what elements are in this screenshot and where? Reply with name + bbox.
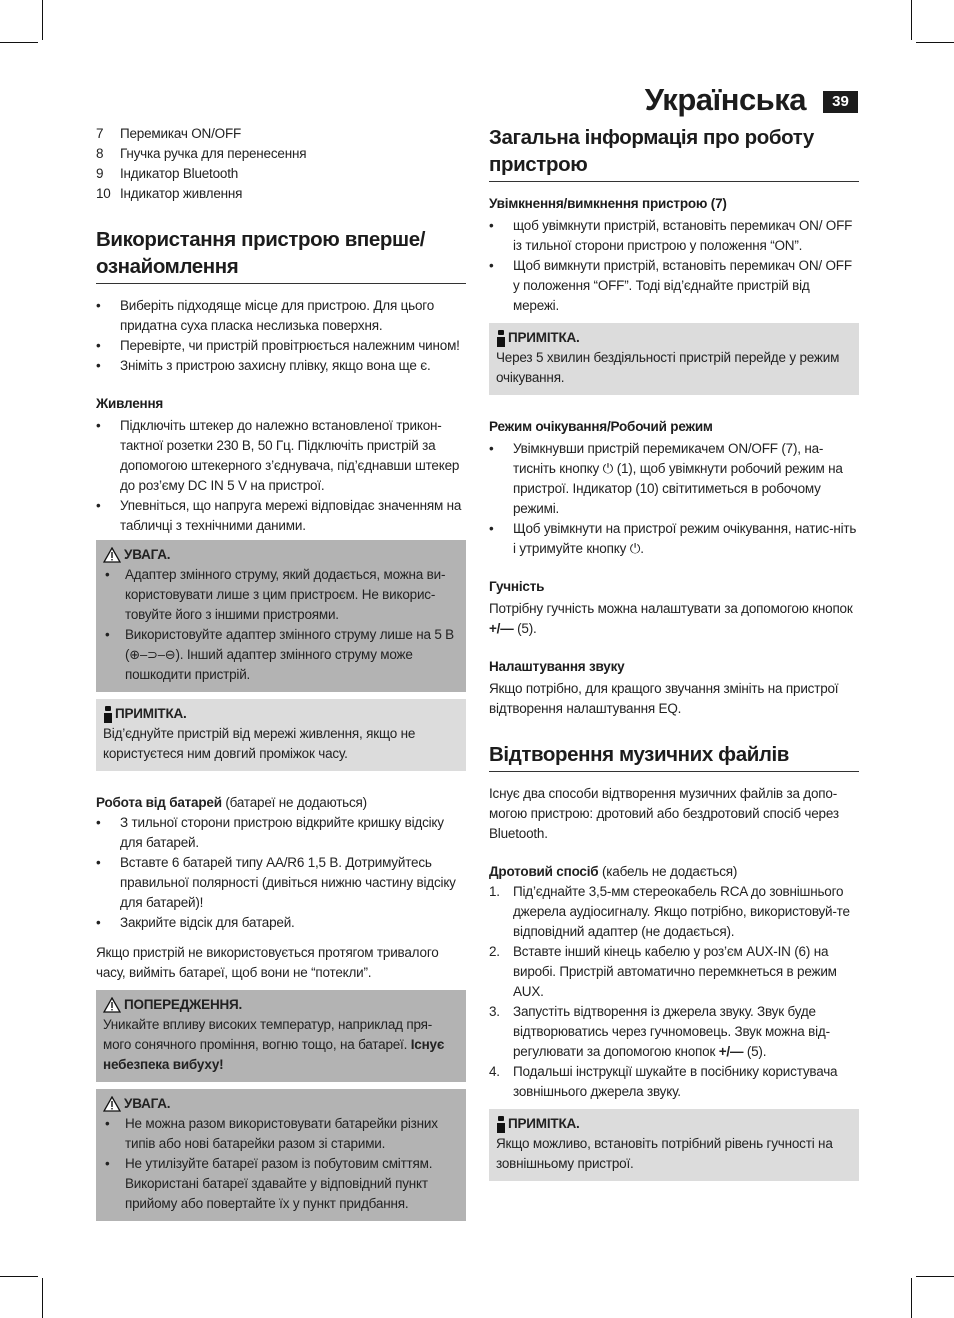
list-item: • Увімкнувши пристрій перемикачем ON/OFF (7), на-тисніть кнопку ⏻ (1), щоб увімкнути робочий режим на пристрої. Індикатор (10) світитиметься в робочому режимі.	[489, 439, 859, 519]
power-icon: ⏻	[602, 461, 614, 476]
note-text: Якщо можливо, встановіть потрібний рівень гучності на зовнішньому пристрої.	[496, 1136, 833, 1171]
list-item: 3. Запустіть відтворення із джерела звуку. Звук буде відтворюватись через гучномовець. Звук можна від-регулювати за допомогою кнопок +/— (5).	[489, 1004, 830, 1059]
warning-box	[96, 990, 466, 1082]
list-item: • Щоб вимкнути пристрій, встановіть перемикач ON/ OFF у положення “OFF”. Тоді від’єднайте пристрій від мережі.	[489, 256, 859, 316]
crop-mark	[42, 0, 43, 40]
first-use-list	[96, 296, 466, 376]
crop-mark	[911, 0, 912, 40]
volume-heading: Гучність	[489, 579, 545, 594]
plus-minus-icon: +/—	[718, 1044, 744, 1059]
crop-mark	[911, 1278, 912, 1318]
caution-box	[96, 540, 466, 692]
sound-text: Якщо потрібно, для кращого звучання змініть на пристрої відтворення налаштування EQ.	[489, 681, 839, 716]
list-item: 1. Під’єднайте 3,5-мм стереокабель RCA до зовнішнього джерела аудіосигналу. Якщо потрібно, використовуй-те відповідний адаптер (не додається).	[489, 884, 850, 939]
info-icon	[496, 1116, 505, 1133]
list-item: • щоб увімкнути пристрій, встановіть перемикач ON/ OFF із тильної сторони пристрою у положення “ON”.	[489, 216, 859, 256]
page-number: 39	[823, 91, 858, 113]
volume-text: Потрібну гучність можна налаштувати за допомогою кнопок +/— (5).	[489, 601, 853, 636]
wired-heading: Дротовий спосіб (кабель не додається)	[489, 864, 738, 879]
onoff-heading: Увімкнення/вимкнення пристрою (7)	[489, 196, 727, 211]
power-heading: Живлення	[96, 396, 164, 411]
crop-mark	[916, 42, 954, 43]
caution-list	[103, 1114, 459, 1214]
left-column	[96, 124, 466, 1221]
list-item: • Адаптер змінного струму, який додається, можна ви-користовувати лише з цим пристроєм. Не викорис-товуйте його з іншими пристроями.	[103, 565, 459, 625]
standby-heading: Режим очікування/Робочий режим	[489, 419, 713, 434]
battery-list	[96, 813, 466, 933]
list-item: • Закрийте відсік для батарей.	[96, 913, 466, 933]
list-item: • З тильної сторони пристрою відкрийте кришку відсіку для батарей.	[96, 813, 466, 853]
crop-mark	[0, 42, 38, 43]
list-item: 4. Подальші інструкції шукайте в посібнику користувача зовнішнього джерела звуку.	[489, 1064, 838, 1099]
music-text: Існує два способи відтворення музичних файлів за допо-могою пристрою: дротовий або бездротовий спосіб через Bluetooth.	[489, 786, 839, 841]
list-item: • Використовуйте адаптер змінного струму лише на 5 В (⊕–⊃–⊖). Інший адаптер змінного струму може пошкодити пристрій.	[103, 625, 459, 685]
list-item: • Упевніться, що напруга мережі відповідає значенням на табличці з технічними даними.	[96, 496, 466, 536]
note-box	[489, 323, 859, 395]
note-title: ПРИМІТКА.	[496, 328, 852, 348]
list-item: • Підключіть штекер до належно встановленої трикон-тактної розетки 230 В, 50 Гц. Підключіть пристрій за допомогою штекерного з’єднувача, під’єднавши штекер до роз’єму DC IN 5 V на пристрої.	[96, 416, 466, 496]
note-text: Від’єднуйте пристрій від мережі живлення, якщо не користуєтеся ним довгий проміжок часу.	[103, 726, 416, 761]
list-item: 10 Індикатор живлення	[96, 186, 243, 201]
parts-list	[96, 124, 466, 204]
list-item: • Не можна разом використовувати батарейки різних типів або нові батарейки разом зі старими.	[103, 1114, 459, 1154]
list-item: • Виберіть підходяще місце для пристрою. Для цього придатна суха пласка неслизька поверхня.	[96, 296, 466, 336]
onoff-list	[489, 216, 859, 316]
polarity-icon: ⊕–⊃–⊖	[129, 647, 176, 662]
music-heading: Відтворення музичних файлів	[489, 741, 859, 772]
note-title: ПРИМІТКА.	[496, 1114, 852, 1134]
warning-text: Уникайте впливу високих температур, наприклад пря-мого сонячного проміння, вогню тощо, на батареї. Існує небезпека вибуху!	[103, 1017, 445, 1072]
list-item: 2. Вставте інший кінець кабелю у роз’єм AUX-IN (6) на виробі. Пристрій автоматично перемкнеться в режим AUX.	[489, 944, 837, 999]
battery-paragraph: Якщо пристрій не використовується протягом тривалого часу, вийміть батареї, щоб вони не “потекли”.	[96, 945, 439, 980]
list-item: • Не утилізуйте батареї разом із побутовим сміттям. Використані батареї здавайте у відповідний пункт прийому або повертайте їх у пункт придбання.	[103, 1154, 459, 1214]
note-box	[489, 1109, 859, 1181]
warning-triangle-icon	[103, 547, 121, 563]
list-item: • Перевірте, чи пристрій провітрюється належним чином!	[96, 336, 466, 356]
crop-mark	[42, 1278, 43, 1318]
note-title: ПРИМІТКА.	[103, 704, 459, 724]
warning-triangle-icon	[103, 997, 121, 1013]
note-box	[96, 699, 466, 771]
first-use-heading: Використання пристрою вперше/ ознайомлення	[96, 226, 466, 284]
caution-box	[96, 1089, 466, 1221]
power-icon: ⏻	[629, 541, 641, 556]
list-item: • Вставте 6 батарей типу AA/R6 1,5 В. Дотримуйтесь правильної полярності (дивіться нижню частину відсіку для батарей)!	[96, 853, 466, 913]
right-column	[489, 124, 859, 1181]
crop-mark	[0, 1276, 38, 1277]
warning-title: ПОПЕРЕДЖЕННЯ.	[103, 995, 459, 1015]
sound-heading: Налаштування звуку	[489, 659, 625, 674]
caution-title: УВАГА.	[103, 1094, 459, 1114]
note-text: Через 5 хвилин бездіяльності пристрій перейде у режим очікування.	[496, 350, 840, 385]
list-item: 9 Індикатор Bluetooth	[96, 166, 239, 181]
list-item: • Щоб увімкнути на пристрої режим очікування, натис-ніть і утримуйте кнопку ⏻.	[489, 519, 859, 559]
language-title: Українська	[644, 82, 806, 117]
info-icon	[496, 330, 505, 347]
info-icon	[103, 706, 112, 723]
plus-minus-icon: +/—	[489, 621, 514, 636]
list-item: 8 Гнучка ручка для перенесення	[96, 146, 307, 161]
caution-title: УВАГА.	[103, 545, 459, 565]
list-item: 7 Перемикач ON/OFF	[96, 126, 242, 141]
crop-mark	[916, 1276, 954, 1277]
power-list	[96, 416, 466, 536]
wired-steps	[489, 882, 859, 1102]
warning-triangle-icon	[103, 1096, 121, 1112]
general-heading: Загальна інформація про роботу пристрою	[489, 124, 859, 182]
battery-heading: Робота від батарей (батареї не додаються)	[96, 795, 367, 810]
caution-list	[103, 565, 459, 685]
list-item: • Зніміть з пристрою захисну плівку, якщо вона ще є.	[96, 356, 466, 376]
standby-list	[489, 439, 859, 559]
